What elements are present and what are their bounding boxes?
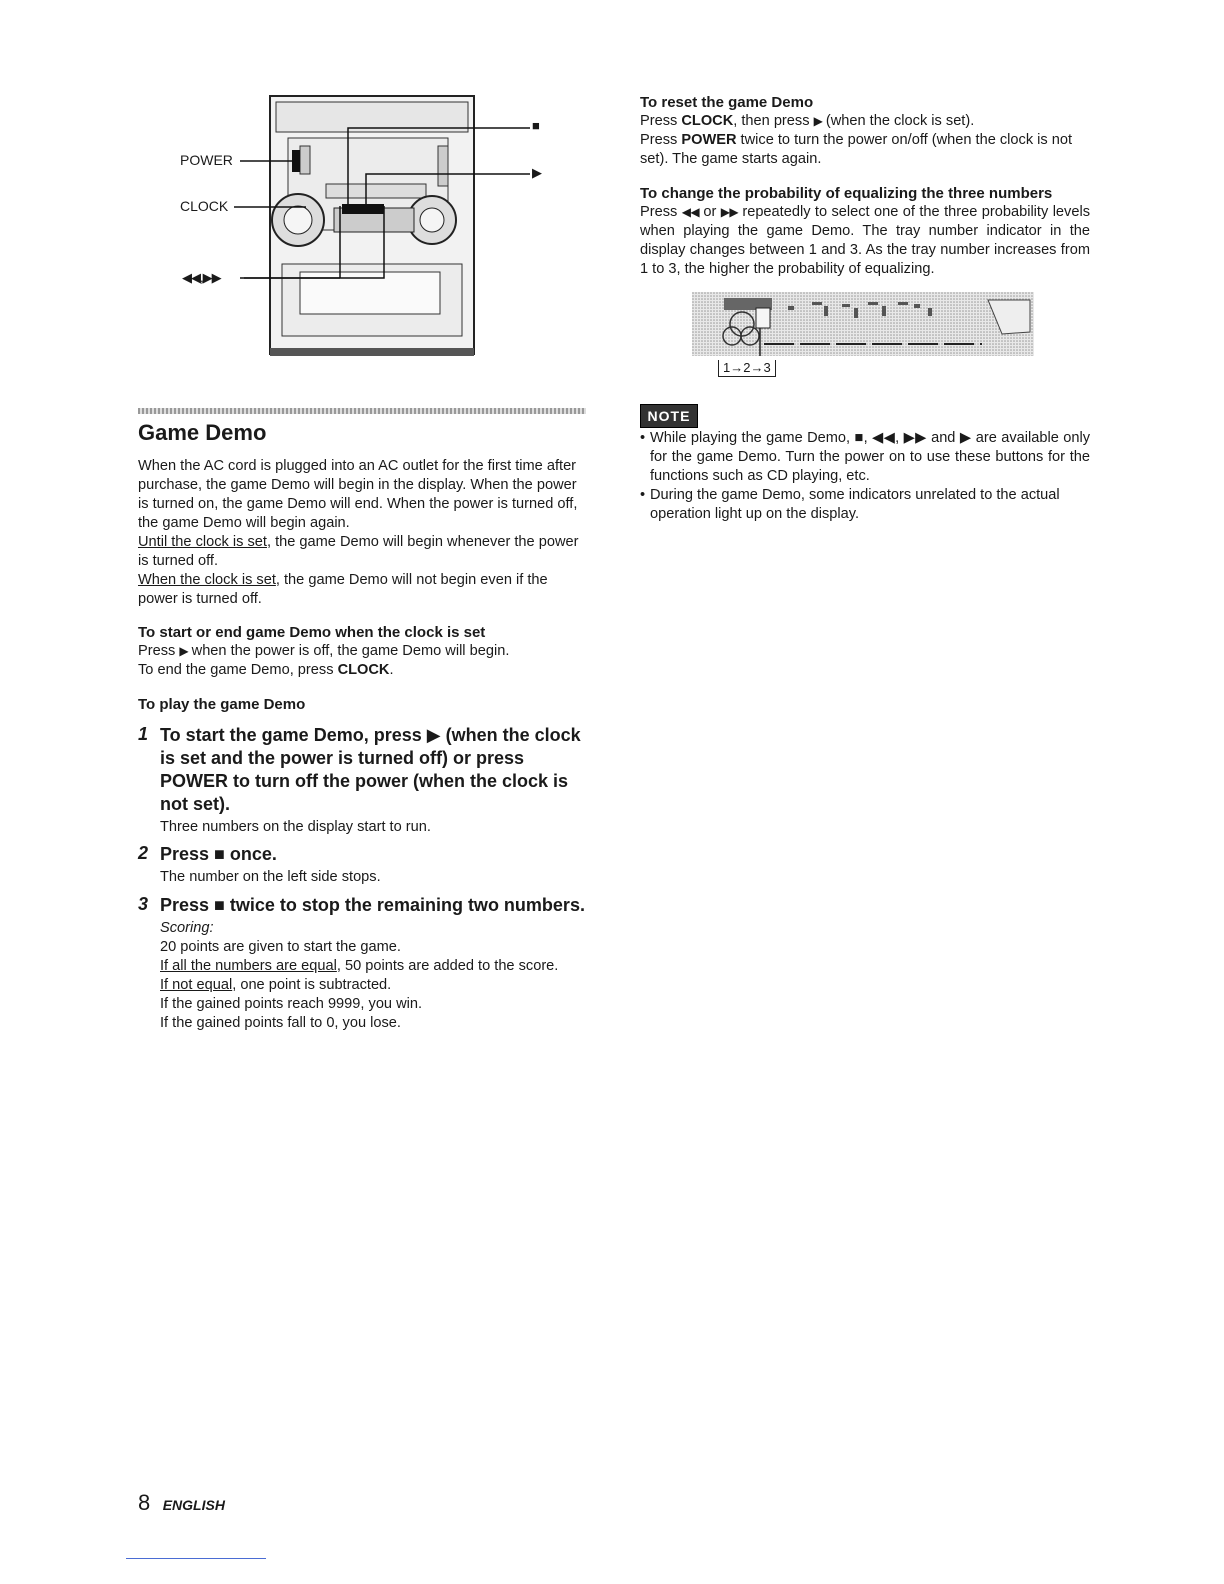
step-number: 1 <box>138 724 149 744</box>
clock-keyword: CLOCK <box>681 113 734 129</box>
reset-line-1 <box>640 112 1090 131</box>
reset-line-2 <box>640 131 1090 169</box>
probability-text <box>640 203 1090 279</box>
text: Press <box>640 132 682 148</box>
skip-label: ◀◀,▶▶ <box>182 270 221 285</box>
page-footer <box>138 1490 225 1516</box>
scoring-label: Scoring: <box>160 920 214 936</box>
reset-heading: To reset the game Demo <box>640 94 814 111</box>
underline-text: Until the clock is set <box>138 534 267 550</box>
text: or <box>698 204 721 220</box>
clock-keyword: CLOCK <box>337 662 390 678</box>
start-end-line-1 <box>138 642 588 661</box>
text: (when the clock is set). <box>821 113 975 129</box>
note-item: • While playing the game Demo, ■, ◀◀, ▶▶ and ▶ are available only for the game Demo. Turn the power on to use these buttons for the functions such as CD playing, etc. <box>640 429 1090 486</box>
tray-cycle-indicator: 1→2→3 <box>718 360 776 377</box>
step-2 <box>138 843 588 887</box>
text: repeatedly to select one of the three probability levels when playing the game Demo. The tray number indicator in the display changes between 1 and 3. As the tray number increases from 1 to 3, the higher the probability of equalizing. <box>640 204 1091 277</box>
play-icon: ▶ <box>813 114 822 128</box>
power-label: POWER <box>180 152 233 168</box>
section-rule <box>138 408 586 414</box>
step-number: 3 <box>138 894 149 914</box>
text: , one point is subtracted. <box>232 977 392 993</box>
note-item: • During the game Demo, some indicators unrelated to the actual operation light up on the display. <box>640 486 1090 524</box>
reset-block <box>640 93 1090 169</box>
intro-text: , the game Demo will begin whenever the power is turned off. <box>138 534 579 569</box>
text: when the power is off, the game Demo will begin. <box>187 643 510 659</box>
step-title: Press ■ once. <box>160 844 277 864</box>
intro-paragraph: When the AC cord is plugged into an AC outlet for the first time after purchase, the game Demo will begin in the display. When the power is turned on, the game Demo will end. When the power is turned off, the game Demo will begin again. <box>138 458 578 531</box>
stereo-diagram <box>170 88 560 368</box>
stereo-unit-drawing <box>170 88 560 368</box>
scoring-line: If the gained points fall to 0, you lose. <box>160 1015 401 1031</box>
play-pointer-label: ▶ <box>532 165 542 180</box>
scoring-line: If the gained points reach 9999, you win. <box>160 996 423 1012</box>
page-number: 8 <box>138 1490 151 1515</box>
intro-clock-set <box>138 571 588 609</box>
power-keyword: POWER <box>681 132 737 148</box>
scoring-line: 20 points are given to start the game. <box>160 939 401 955</box>
step-1 <box>138 724 588 837</box>
note-badge: NOTE <box>640 404 698 428</box>
intro-text: , the game Demo will not begin even if the power is turned off. <box>138 572 548 607</box>
underline-text: If all the numbers are equal <box>160 958 337 974</box>
clock-label: CLOCK <box>180 198 229 214</box>
scoring-line <box>160 976 588 995</box>
play-icon: ▶ <box>179 644 188 658</box>
step-3 <box>138 894 588 1033</box>
stop-pointer-label: ■ <box>532 118 540 133</box>
footer-language: ENGLISH <box>162 1497 225 1513</box>
note-list <box>640 429 1090 524</box>
text: . <box>389 662 394 678</box>
rewind-icon: ◀◀ <box>681 205 699 219</box>
text: To end the game Demo, press <box>138 662 338 678</box>
text: Press <box>640 113 682 129</box>
text: , 50 points are added to the score. <box>336 958 559 974</box>
step-number: 2 <box>138 843 149 863</box>
text: Press <box>138 643 180 659</box>
underline-text: If not equal <box>160 977 233 993</box>
display-diagram <box>692 292 1034 384</box>
display-panel-drawing <box>692 292 1034 358</box>
step-title: To start the game Demo, press ▶ (when the clock is set and the power is turned off) or press POWER to turn off the power (when the clock is not set). <box>160 725 581 814</box>
play-heading: To play the game Demo <box>138 696 306 713</box>
start-end-line-2 <box>138 661 588 680</box>
step-body: Three numbers on the display start to run. <box>160 819 431 835</box>
start-end-block <box>138 623 588 680</box>
step-body: The number on the left side stops. <box>160 869 381 885</box>
bottom-divider <box>126 1558 266 1559</box>
intro-block <box>138 457 588 609</box>
scoring-line <box>160 957 588 976</box>
probability-block <box>640 184 1090 279</box>
intro-clock-not-set <box>138 533 588 571</box>
text: , then press <box>733 113 814 129</box>
text: twice to turn the power on/off (when the clock is not set). The game starts again. <box>640 132 1073 167</box>
probability-heading: To change the probability of equalizing the three numbers <box>640 185 1053 202</box>
start-end-heading: To start or end game Demo when the clock is set <box>138 624 486 641</box>
text: Press <box>640 204 682 220</box>
section-title: Game Demo <box>138 420 267 445</box>
step-title: Press ■ twice to stop the remaining two numbers. <box>160 895 585 915</box>
fast-forward-icon: ▶▶ <box>720 205 738 219</box>
underline-text: When the clock is set <box>138 572 276 588</box>
